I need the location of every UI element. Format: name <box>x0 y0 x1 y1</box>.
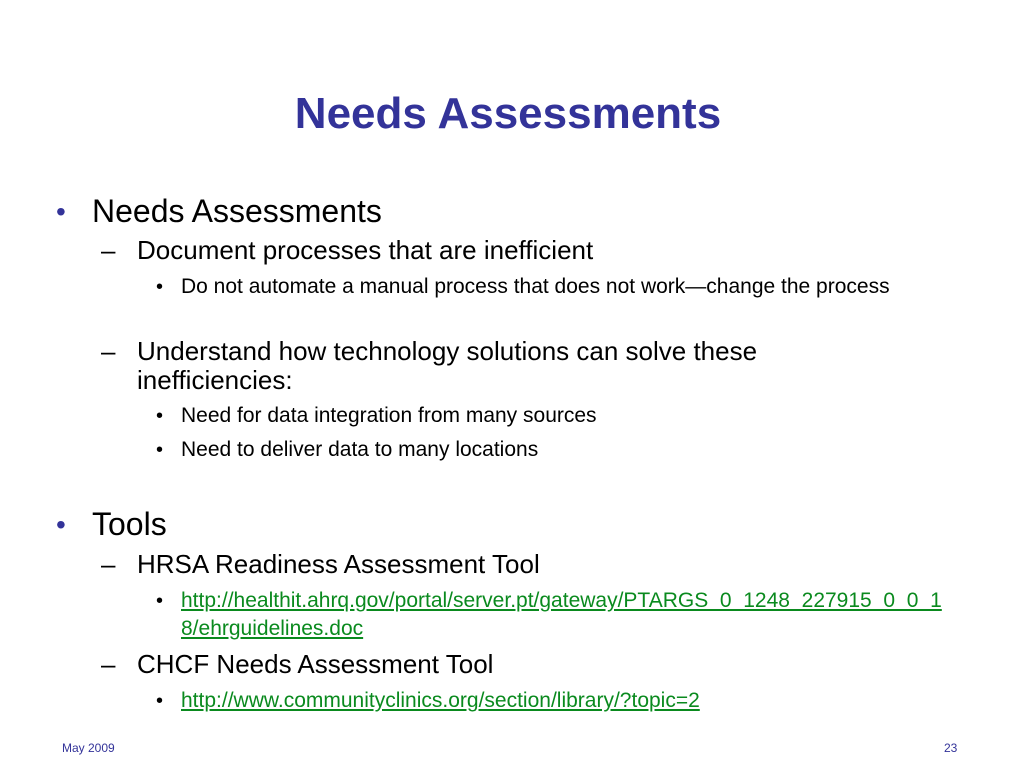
bullet-needs-assessments <box>56 193 972 230</box>
item-deliver-data <box>156 436 961 464</box>
bullet-marker: • <box>56 509 66 540</box>
item-chcf-link <box>156 687 961 715</box>
slide-title: Needs Assessments <box>294 89 722 138</box>
item-text: Do not automate a manual process that does not work—change the process <box>181 275 890 298</box>
footer-date: May 2009 <box>62 741 115 755</box>
sub-bullet-chcf-tool <box>101 649 857 679</box>
dash-marker: – <box>101 549 116 579</box>
item-hrsa-link <box>156 587 956 643</box>
bullet-text: Needs Assessments <box>92 193 382 229</box>
sub-bullet-hrsa-tool <box>101 549 857 579</box>
item-text: Need for data integration from many sources <box>181 404 597 427</box>
bullet-marker: • <box>156 405 164 427</box>
sub-bullet-document-processes <box>101 235 857 265</box>
sub-bullet-text: Document processes that are inefficient <box>137 235 594 265</box>
sub-bullet-text: Understand how technology solutions can solve these inefficiencies: <box>137 336 758 395</box>
bullet-tools <box>56 506 972 543</box>
item-data-integration <box>156 402 961 430</box>
bullet-marker: • <box>156 690 164 712</box>
bullet-marker: • <box>156 276 164 298</box>
sub-bullet-text: HRSA Readiness Assessment Tool <box>137 549 540 579</box>
item-do-not-automate <box>156 273 961 301</box>
dash-marker: – <box>101 336 116 366</box>
item-text: Need to deliver data to many locations <box>181 438 539 461</box>
dash-marker: – <box>101 235 116 265</box>
dash-marker: – <box>101 649 116 679</box>
sub-bullet-understand-technology <box>101 336 857 395</box>
sub-bullet-text: CHCF Needs Assessment Tool <box>137 649 494 679</box>
chcf-link[interactable]: http://www.communityclinics.org/section/library/?topic=2 <box>181 689 700 712</box>
page-number: 23 <box>944 741 958 755</box>
hrsa-link[interactable]: http://healthit.ahrq.gov/portal/server.pt/gateway/PTARGS_0_1248_227915_0_0_18/ehrguidelines.doc <box>181 589 942 640</box>
bullet-marker: • <box>156 590 164 612</box>
bullet-marker: • <box>56 196 66 227</box>
bullet-text: Tools <box>92 506 167 542</box>
bullet-marker: • <box>156 439 164 461</box>
